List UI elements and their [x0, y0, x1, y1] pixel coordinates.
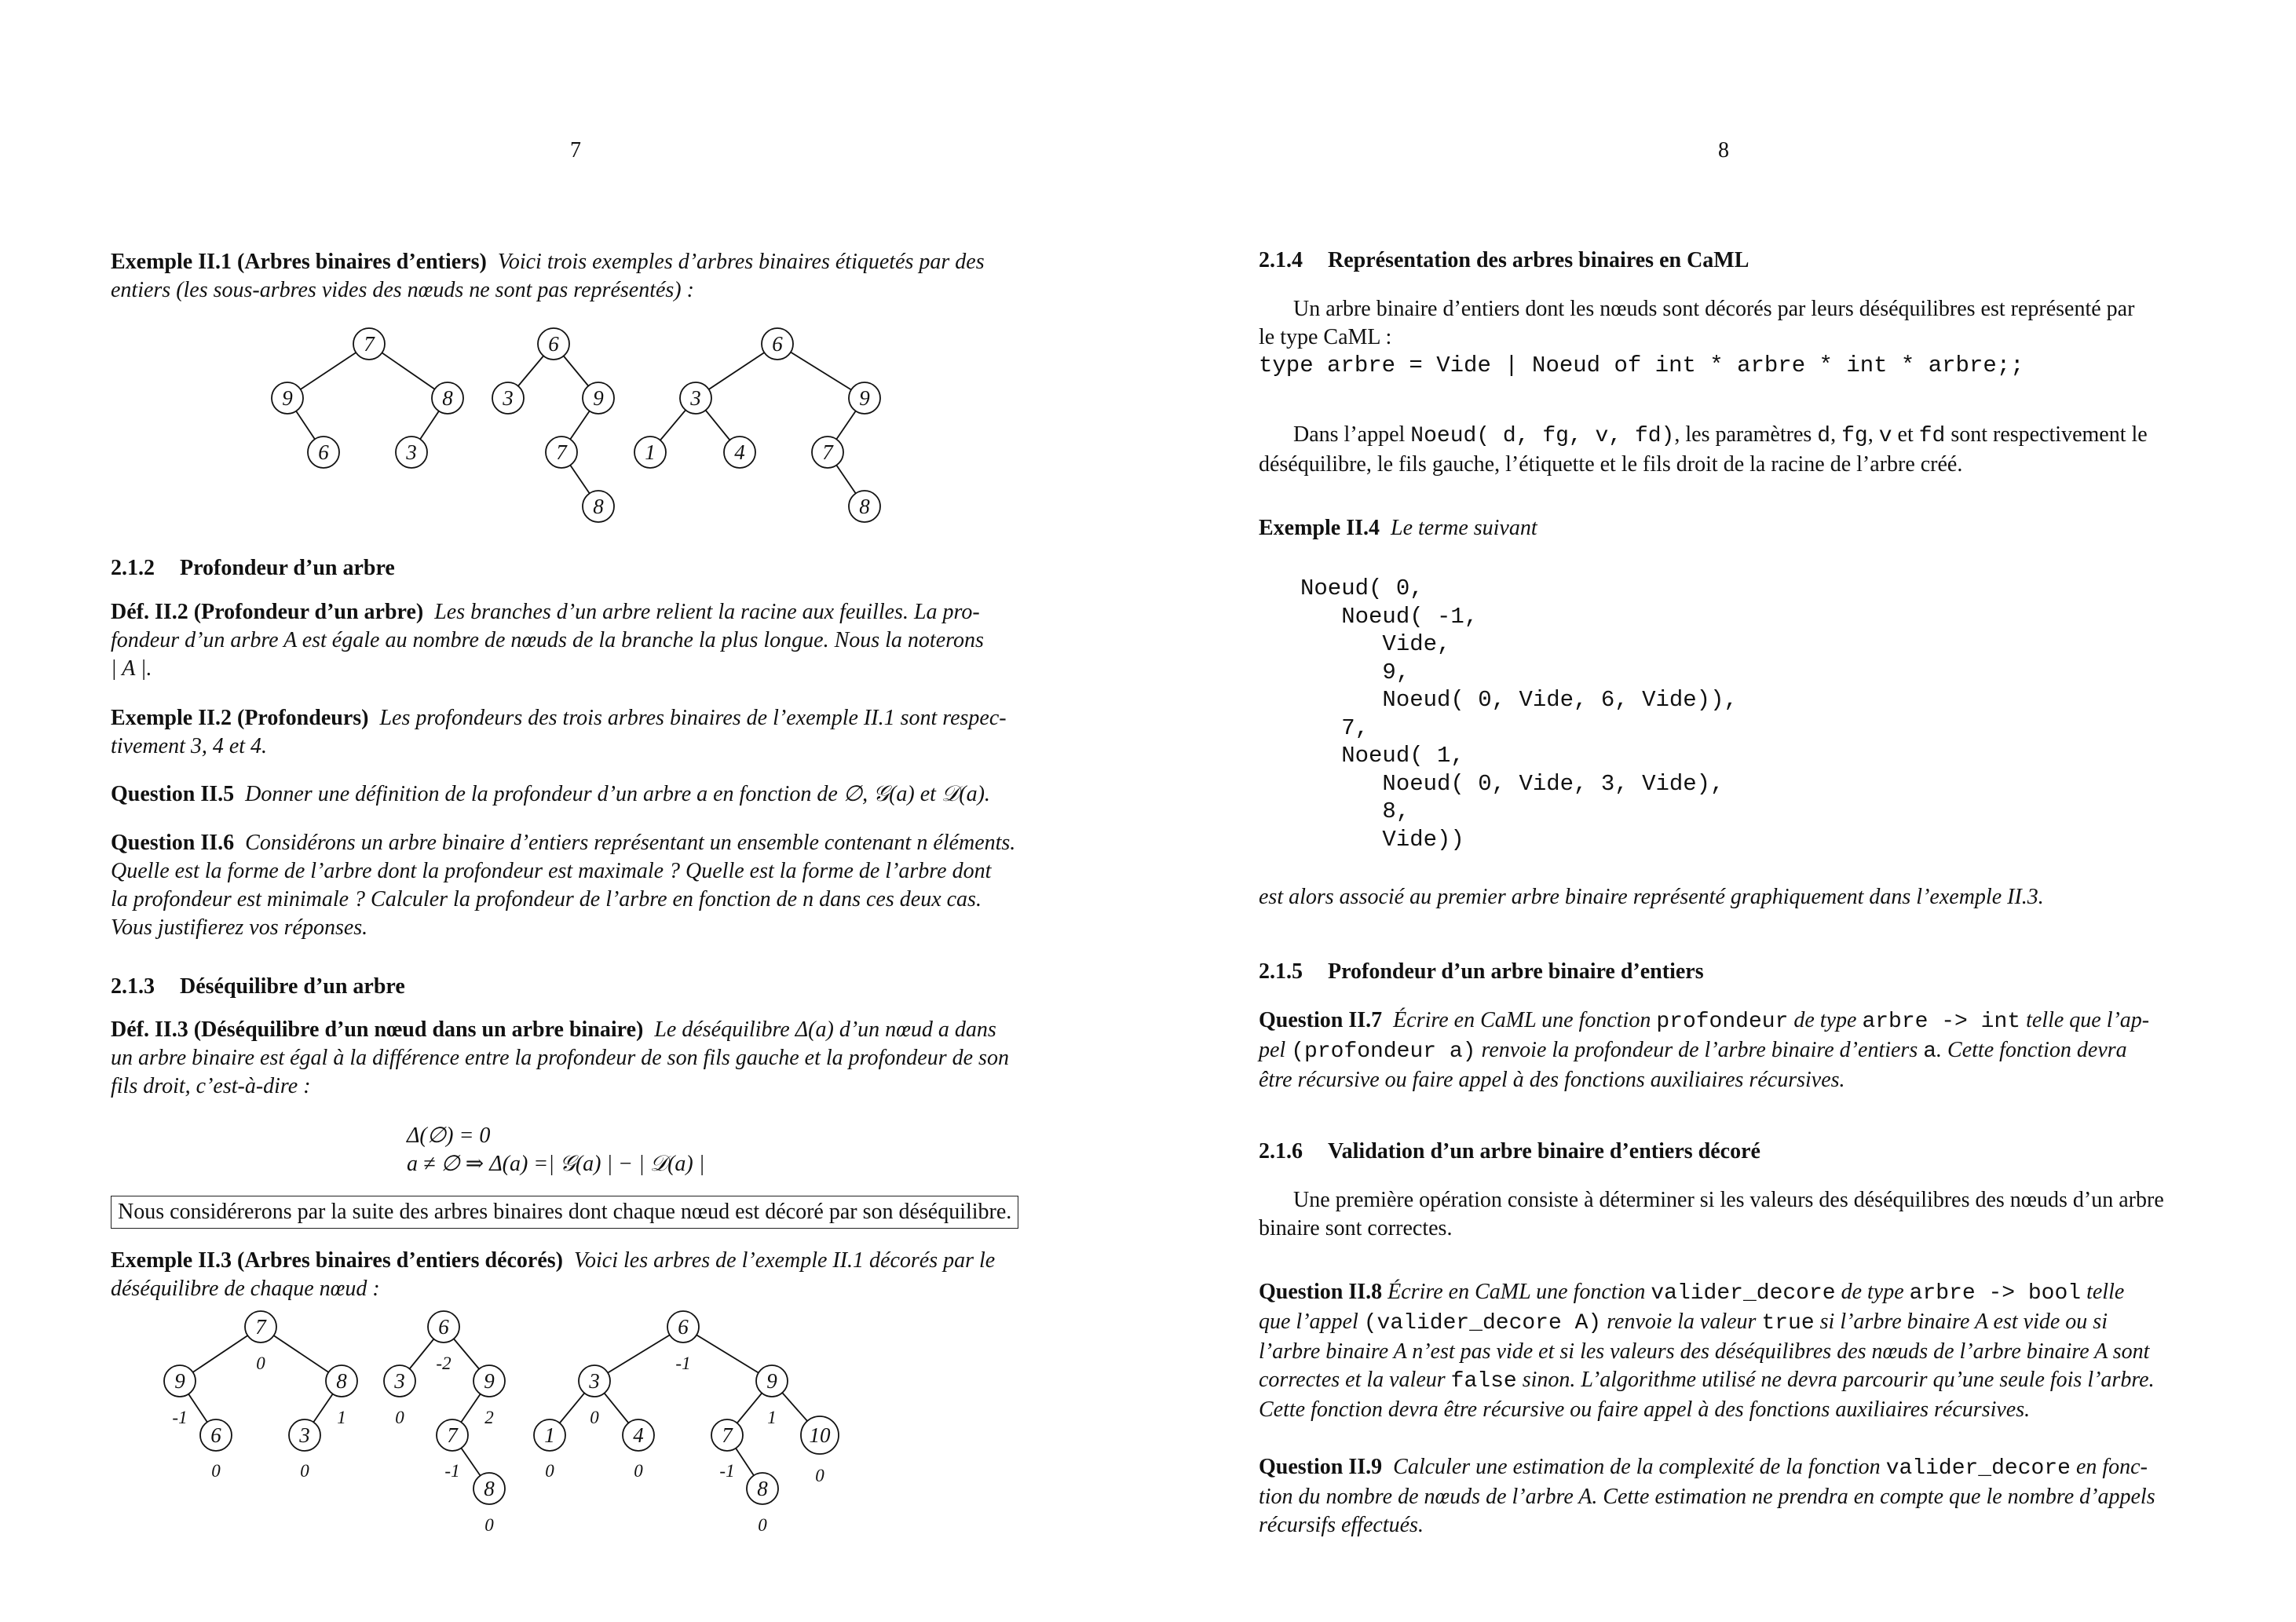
balance-label: 0 [395, 1408, 404, 1427]
definition-II-2: Déf. II.2 (Profondeur d’un arbre) Les branches d’un arbre relient la racine aux feuilles. La pro- fondeur d’un arbre A est égale au nombre de nœuds de la branche la plus longue. Nous la noterons | A |. [111, 600, 984, 681]
code-line: Noeud( -1, [1300, 603, 1479, 630]
section-heading-2-1-2: 2.1.2 Profondeur d’un arbre [111, 556, 395, 580]
example-II-3: Exemple II.3 (Arbres binaires d’entiers décorés) Voici les arbres de l’exemple II.1 décorés par le déséquilibre de chaque nœud : [111, 1248, 996, 1301]
balance-label: 0 [815, 1466, 824, 1485]
code-line: 9, [1300, 659, 1410, 685]
section-heading-2-1-6: 2.1.6 Validation d’un arbre binaire d’entiers décoré [1259, 1139, 1760, 1164]
tree-node: 9 [484, 1369, 495, 1393]
code-type-declaration: type arbre = Vide | Noeud of int * arbre * int * arbre;; [1259, 353, 2024, 378]
tree-node: 9 [766, 1369, 777, 1393]
boxed-note: Nous considérerons par la suite des arbres binaires dont chaque nœud est décoré par son déséquilibre. [111, 1196, 1018, 1229]
balance-label: 0 [758, 1515, 767, 1535]
balance-label: 0 [300, 1461, 309, 1481]
section-heading-2-1-5: 2.1.5 Profondeur d’un arbre binaire d’entiers [1259, 959, 1704, 984]
tree-node: 1 [645, 440, 656, 464]
code-line: Noeud( 1, [1300, 743, 1464, 769]
tree-node: 9 [282, 386, 293, 410]
tree-node: 3 [394, 1369, 405, 1393]
tree-node: 9 [593, 386, 604, 410]
page-right [1148, 0, 2296, 1622]
tree-node: 8 [336, 1369, 347, 1393]
tree-node: 3 [503, 386, 514, 410]
code-line: 8, [1300, 798, 1410, 824]
example-II-2: Exemple II.2 (Profondeurs) Les profondeurs des trois arbres binaires de l’exemple II.1 sont respec- tivement 3, 4 et 4. [111, 706, 1007, 758]
definition-II-3: Déf. II.3 (Déséquilibre d’un nœud dans un arbre binaire) Le déséquilibre Δ(a) d’un nœud a dans un arbre binaire est égal à la différence entre la profondeur de son fils gauche et la profondeur de son fils droit, c’est-à-dire : [111, 1017, 1009, 1098]
tree-node: 8 [484, 1477, 495, 1500]
tree-node: 3 [690, 386, 701, 410]
code-line: 7, [1300, 714, 1369, 741]
question-II-9: Question II.9 Calculer une estimation de la complexité de la fonction valider_decore en fonc- tion du nombre de nœuds de l’arbre A. Cette estimation ne prendra en compte que le nombre d’appels récursifs effectués. [1259, 1455, 2155, 1537]
tree-node: 7 [364, 332, 375, 356]
tree-node: 7 [822, 440, 833, 464]
tree-node: 4 [633, 1423, 644, 1447]
example-II-4-conclusion: est alors associé au premier arbre binaire représenté graphiquement dans l’exemple II.3. [1259, 885, 2044, 909]
page-number: 8 [1718, 138, 1729, 163]
balance-label: 0 [634, 1461, 643, 1481]
balance-label: 0 [211, 1461, 221, 1481]
tree-node: 7 [556, 440, 567, 464]
paragraph-noeud-call: Dans l’appel Noeud( d, fg, v, fd), les paramètres d, fg, v et fd sont respectivement le déséquilibre, le fils gauche, l’étiquette et le fils droit de la racine de l’arbre créé. [1259, 422, 2148, 477]
tree-node: 3 [589, 1369, 600, 1393]
paragraph-type-definition: Un arbre binaire d’entiers dont les nœuds sont décorés par leurs déséquilibres est représenté par le type CaML : type arbre = Vide | Noeud of int * arbre * int * arbre;; [1259, 295, 2193, 380]
code-block [1300, 575, 1850, 858]
example-text: Voici trois exemples d’arbres binaires étiquetés par des [497, 250, 985, 274]
balance-label: 0 [484, 1515, 494, 1535]
code-line: Noeud( 0, [1300, 575, 1424, 601]
balance-label: 0 [256, 1353, 265, 1373]
page-number: 7 [570, 138, 581, 163]
code-line: Vide)) [1300, 826, 1464, 853]
tree-node: 3 [299, 1423, 310, 1447]
code-line: Vide, [1300, 631, 1451, 657]
example-II-4: Exemple II.4 Le terme suivant [1259, 516, 1537, 540]
tree-node: 9 [859, 386, 870, 410]
tree-node: 6 [438, 1315, 449, 1339]
trees-figure-2 [153, 1303, 860, 1554]
example-II-1 [111, 248, 1045, 305]
tree-node: 7 [447, 1423, 458, 1447]
tree-node: 8 [442, 386, 453, 410]
tree-node: 6 [678, 1315, 689, 1339]
balance-label: -1 [719, 1461, 735, 1481]
balance-label: 0 [590, 1408, 599, 1427]
balance-label: -1 [172, 1408, 188, 1427]
tree-node: 6 [548, 332, 559, 356]
tree-node: 6 [318, 440, 329, 464]
paragraph-validation: Une première opération consiste à déterminer si les valeurs des déséquilibres des nœuds d’un arbre binaire sont correctes. [1259, 1188, 2164, 1240]
tree-node: 7 [255, 1315, 266, 1339]
tree-node: 8 [859, 495, 870, 518]
example-text: entiers (les sous-arbres vides des nœuds ne sont pas représentés) : [111, 278, 694, 302]
balance-label: 2 [484, 1408, 494, 1427]
section-heading-2-1-4: 2.1.4 Représentation des arbres binaires en CaML [1259, 248, 1749, 272]
balance-label: 1 [767, 1408, 777, 1427]
balance-label: -2 [436, 1353, 452, 1373]
tree-node: 7 [722, 1423, 733, 1447]
code-line: Noeud( 0, Vide, 3, Vide), [1300, 770, 1724, 797]
question-II-7: Question II.7 Écrire en CaML une fonction profondeur de type arbre -> int telle que l’ap- pel (profondeur a) renvoie la profondeur de l’arbre binaire d’entiers a. Cette fonction devra être récursive ou faire appel à des fonctions auxiliaires récursives. [1259, 1008, 2150, 1092]
tree-node: 10 [809, 1423, 831, 1447]
formula: Δ(∅) = 0 a ≠ ∅ ⇒ Δ(a) =| 𝒢(a) | − | 𝒟(a) | [407, 1123, 705, 1176]
code-line: Noeud( 0, Vide, 6, Vide)), [1300, 687, 1738, 713]
tree-node: 3 [406, 440, 417, 464]
trees-figure-1 [259, 320, 911, 532]
question-II-5: Question II.5 Donner une définition de la profondeur d’un arbre a en fonction de ∅, 𝒢(a) et 𝒟(a). [111, 782, 990, 806]
balance-label: -1 [444, 1461, 460, 1481]
tree-node: 1 [544, 1423, 555, 1447]
tree-node: 6 [772, 332, 783, 356]
balance-label: -1 [675, 1353, 691, 1373]
tree-node: 4 [734, 440, 745, 464]
tree-node: 9 [174, 1369, 185, 1393]
tree-node: 6 [210, 1423, 221, 1447]
balance-label: 0 [545, 1461, 554, 1481]
tree-node: 8 [593, 495, 604, 518]
section-heading-2-1-3: 2.1.3 Déséquilibre d’un arbre [111, 974, 405, 999]
balance-label: 1 [337, 1408, 346, 1427]
example-label: Exemple II.1 (Arbres binaires d’entiers) [111, 250, 487, 274]
question-II-8: Question II.8 Écrire en CaML une fonction valider_decore de type arbre -> bool telle que l’appel (valider_decore A) renvoie la valeur true si l’arbre binaire A est vide ou si l’arbre binaire A n’est pas vide et si les valeurs des déséquilibres des nœuds de l’arbre binaire A sont correctes et la valeur false sinon. L’algorithme utilisé ne devra parcourir qu’une seule fois l’arbre. Cette fonction devra être récursive ou faire appel à des fonctions auxiliaires récursives. [1259, 1280, 2155, 1422]
question-II-6: Question II.6 Considérons un arbre binaire d’entiers représentant un ensemble contenant n éléments. Quelle est la forme de l’arbre dont la profondeur est maximale ? Quelle est la forme de l’arbre dont la profondeur est minimale ? Calculer la profondeur de l’arbre en fonction de n dans ces deux cas. Vous justifierez vos réponses. [111, 831, 1016, 940]
tree-node: 8 [757, 1477, 768, 1500]
